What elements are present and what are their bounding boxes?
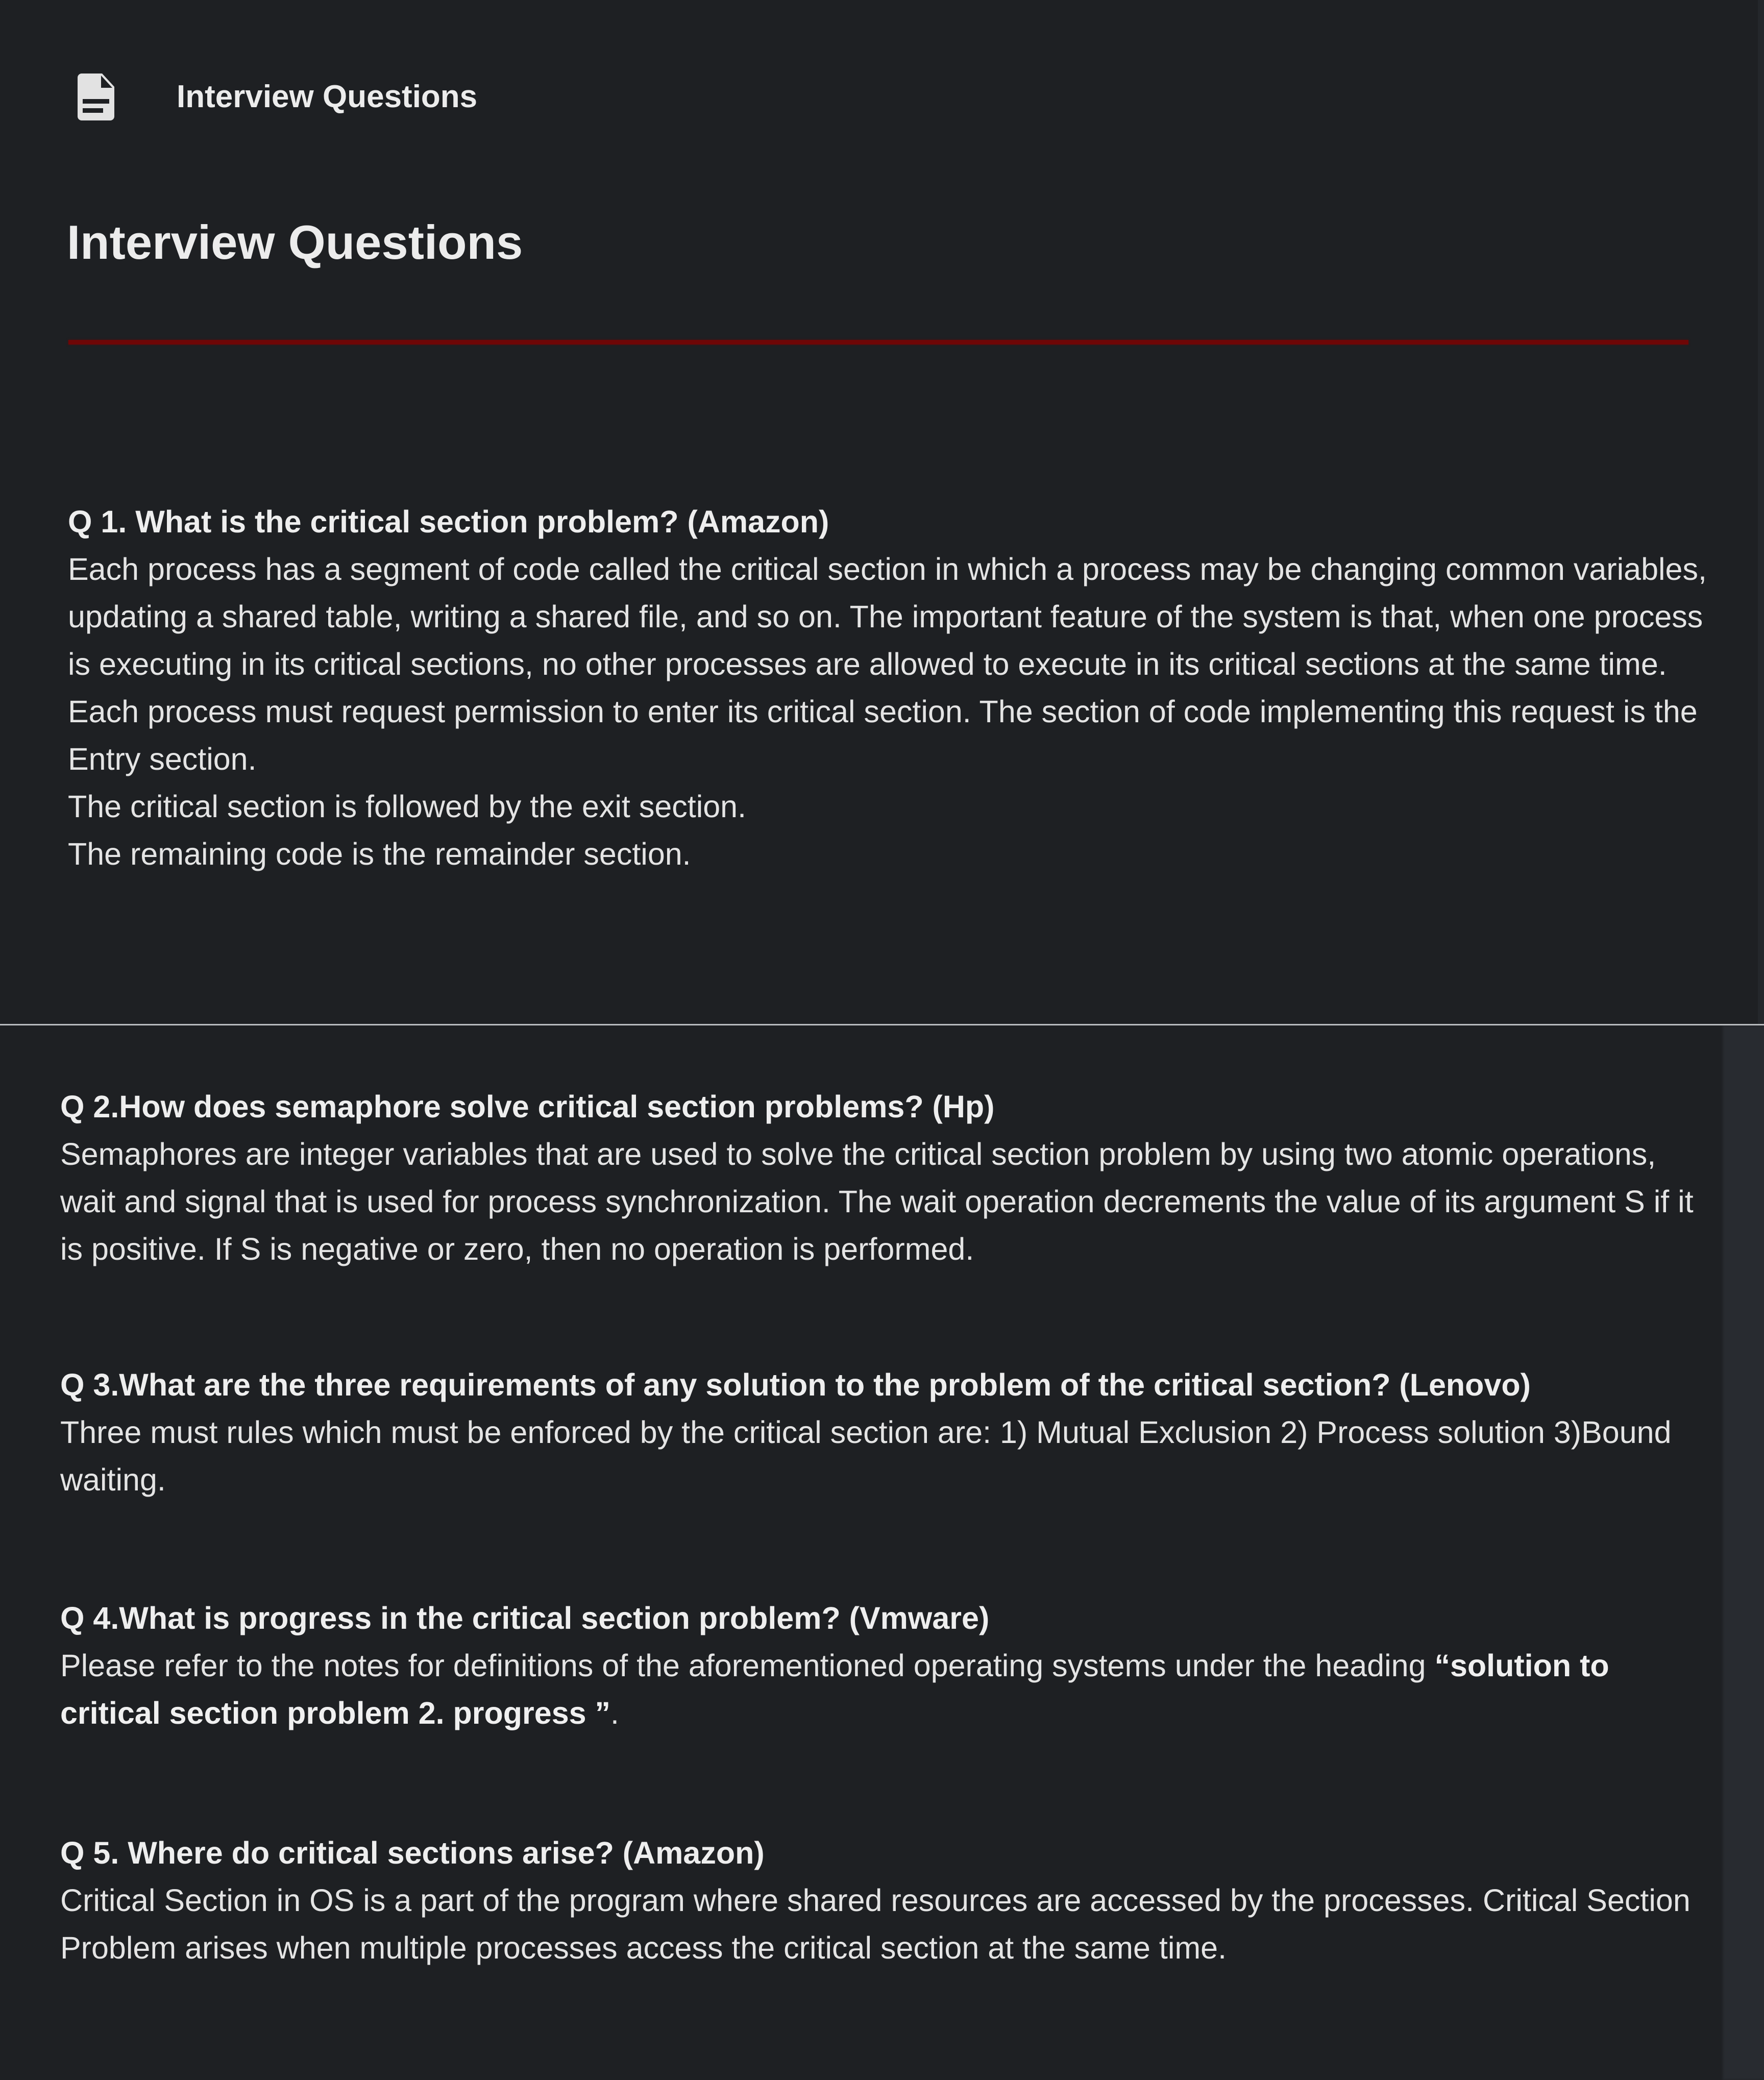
answer-paragraph [60,1642,1704,1737]
document-icon [77,72,115,121]
question-block-1 [68,498,1717,878]
question-heading: Q 5. Where do critical sections arise? (Amazon) [60,1836,765,1870]
answer-paragraph: The remaining code is the remainder section. [68,837,691,871]
question-block-4 [60,1595,1704,1737]
answer-bold-reference: “solution to critical section problem 2. progress ” [60,1648,1609,1730]
answer-paragraph: Three must rules which must be enforced by the critical section are: 1) Mutual Exclusion 2) Process solution 3)Bound waiting. [60,1415,1672,1497]
question-heading: Q 3.What are the three requirements of any solution to the problem of the critical section? (Lenovo) [60,1367,1531,1402]
answer-paragraph: Critical Section in OS is a part of the program where shared resources are accessed by the processes. Critical Section Problem arises when multiple processes access the critical section at the same time. [60,1883,1690,1965]
question-block-5 [60,1829,1704,1972]
page-title: Interview Questions [67,215,523,269]
answer-paragraph: Each process has a segment of code called the critical section in which a process may be changing common variables, updating a shared table, writing a shared file, and so on. The important feature of the system is that, when one process is executing in its critical sections, no other processes are allowed to execute in its critical sections at the same time. [68,552,1707,681]
answer-paragraph: Each process must request permission to enter its critical section. The section of code implementing this request is the Entry section. [68,694,1698,776]
question-heading: Q 2.How does semaphore solve critical section problems? (Hp) [60,1089,995,1124]
answer-text: Please refer to the notes for definitions of the aforementioned operating systems under the heading [60,1648,1435,1683]
scrollbar-track[interactable] [1721,1025,1764,2080]
question-block-2 [60,1083,1704,1273]
question-heading: Q 1. What is the critical section problem? (Amazon) [68,504,829,539]
answer-text-end: . [610,1696,619,1730]
top-pane [0,0,1764,1024]
title-divider [68,340,1688,345]
question-heading: Q 4.What is progress in the critical section problem? (Vmware) [60,1601,990,1635]
top-pane-scrollbar[interactable] [1758,0,1764,1024]
header-title: Interview Questions [177,79,478,114]
question-block-3 [60,1361,1704,1504]
bottom-pane [0,1025,1764,2080]
answer-paragraph: The critical section is followed by the exit section. [68,789,747,824]
answer-paragraph: Semaphores are integer variables that are used to solve the critical section problem by using two atomic operations, wait and signal that is used for process synchronization. The wait operation decrements the value of its argument S if it is positive. If S is negative or zero, then no operation is performed. [60,1137,1694,1266]
page-header [77,71,115,123]
